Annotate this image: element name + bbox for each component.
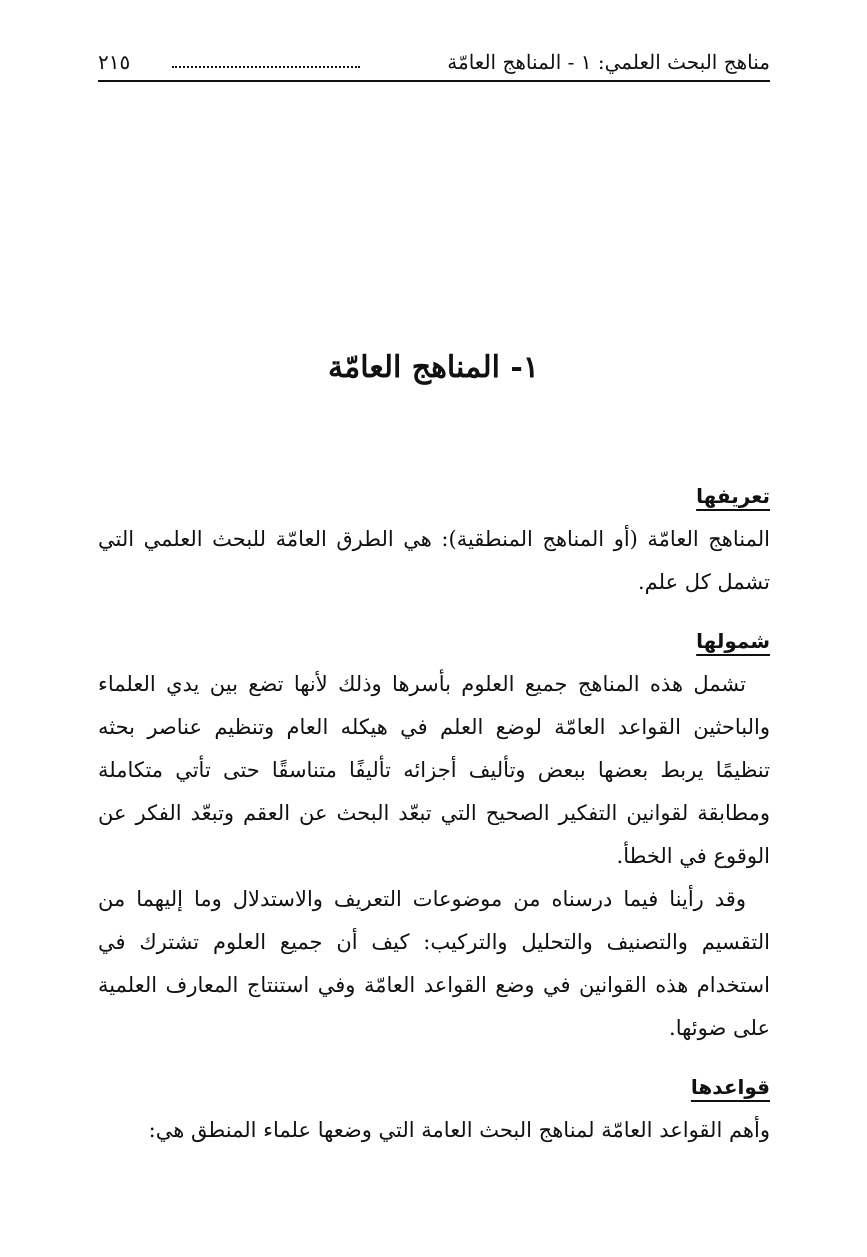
page-number: ٢١٥: [98, 50, 131, 74]
dot-leader: [172, 66, 360, 68]
page-body: [98, 475, 770, 1168]
section-heading: قواعدها: [690, 1075, 770, 1099]
running-header-title: مناهج البحث العلمي: ١ - المناهج العامّة: [447, 50, 770, 74]
paragraph: وأهم القواعد العامّة لمناهج البحث العامة التي وضعها علماء المنطق هي:: [148, 1118, 770, 1142]
section-heading: شمولها: [696, 629, 770, 653]
section-definition: [98, 475, 770, 604]
paragraph: تشمل هذه المناهج جميع العلوم بأسرها وذلك لأنها تضع بين يدي العلماء والباحثين القواعد العامّة لوضع العلم في هيكله العام وتنظيم عناصر بحثه تنظيمًا يربط بعضها ببعض وتأليف أجزائه تأليفًا متناسقًا حتى تأتي متكاملة ومطابقة لقوانين التفكير الصحيح التي تبعّد البحث عن العقم وتبعّد الفكر عن الوقوع في الخطأ.: [98, 672, 770, 868]
paragraph: وقد رأينا فيما درسناه من موضوعات التعريف والاستدلال وما إليهما من التقسيم والتصنيف والتحليل والتركيب: كيف أن جميع العلوم تشترك في استخدام هذه القوانين في وضع القواعد العامّة وفي استنتاج المعارف العلمية على ضوئها.: [98, 887, 770, 1040]
section-scope: [98, 620, 770, 1050]
section-rules: [98, 1066, 770, 1152]
section-heading: تعريفها: [696, 484, 770, 508]
chapter-title: ١- المناهج العامّة: [328, 350, 539, 386]
running-header: [98, 40, 770, 82]
paragraph: المناهج العامّة (أو المناهج المنطقية): هي الطرق العامّة للبحث العلمي التي تشمل كل علم.: [98, 527, 770, 594]
